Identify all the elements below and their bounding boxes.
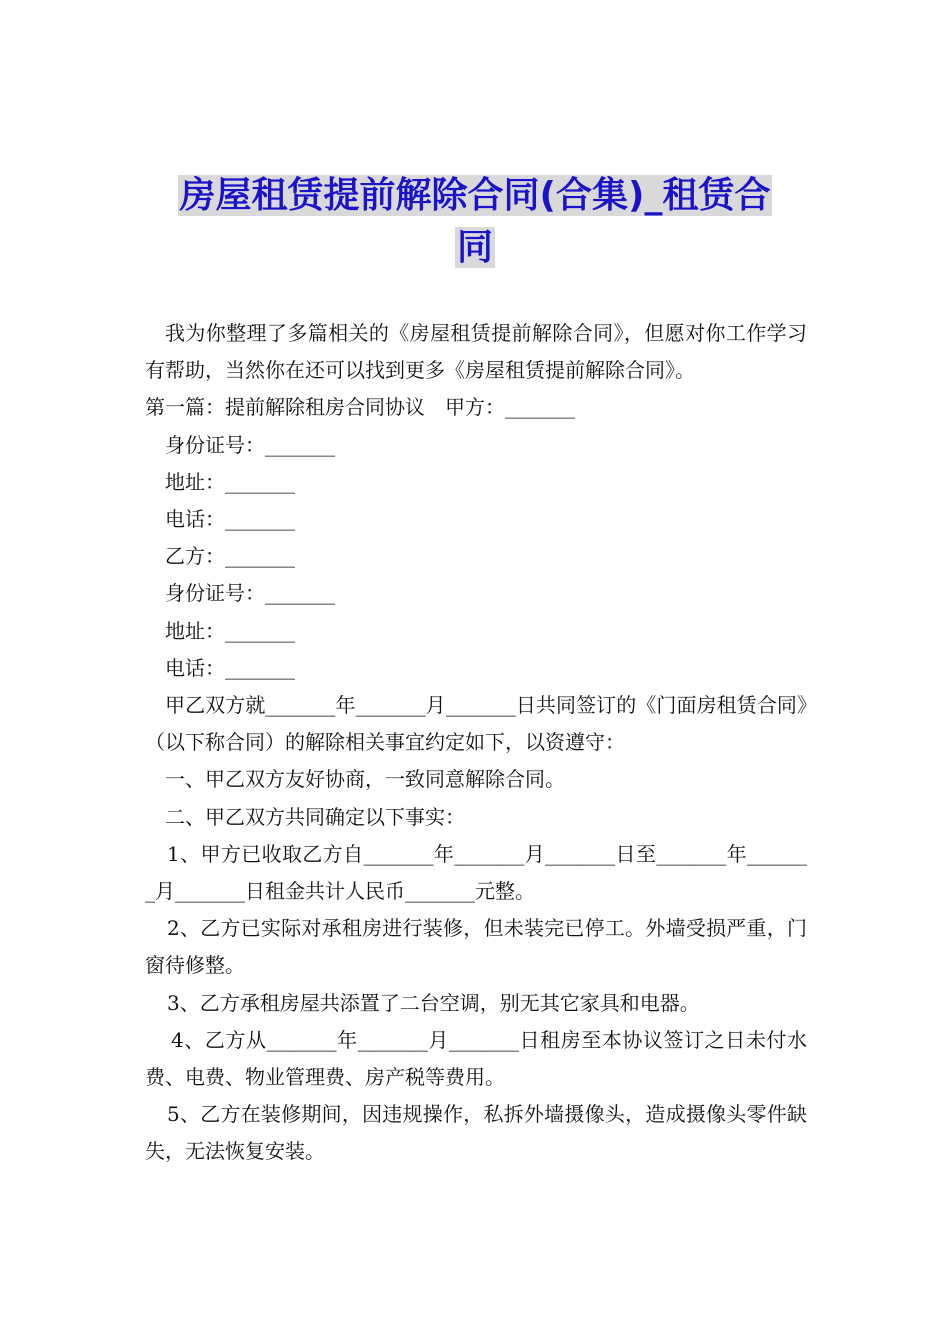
- clause-1: 一、甲乙双方友好协商，一致同意解除合同。: [165, 767, 565, 792]
- fact-4: 4、乙方从_______年_______月_______日租房至本协议签订之日未付水费、电费、物业管理费、房产税等费用。: [145, 1027, 807, 1090]
- fact-3: 3、乙方承租房屋共添置了二台空调，别无其它家具和电器。: [167, 990, 700, 1015]
- intro-paragraph: 我为你整理了多篇相关的《房屋租赁提前解除合同》，但愿对你工作学习有帮助，当然你在还可以找到更多《房屋租赁提前解除合同》。: [145, 321, 807, 383]
- title-line-2: 同: [456, 227, 493, 268]
- fact-2: 2、乙方已实际对承租房进行装修，但未装完已停工。外墙受损严重，门窗待修整。: [145, 916, 807, 978]
- preamble-paragraph: 甲乙双方就_______年_______月_______日共同签订的《门面房租赁合同》（以下称合同）的解除相关事宜约定如下，以资遵守：: [145, 693, 807, 755]
- fact-5: 5、乙方在装修期间，因违规操作，私拆外墙摄像头，造成摄像头零件缺失，无法恢复安装。: [145, 1102, 807, 1164]
- clause-2: 二、甲乙双方共同确定以下事实：: [165, 804, 465, 829]
- party-a-address-field: 地址：_______: [165, 469, 295, 494]
- party-b-id-field: 身份证号：_______: [165, 581, 335, 606]
- title-line-1: 房屋租赁提前解除合同(合集)_租赁合: [179, 175, 771, 216]
- party-b-address-field: 地址：_______: [165, 618, 295, 643]
- party-b-field: 乙方：_______: [165, 544, 295, 569]
- document-body: [145, 315, 807, 1171]
- party-a-id-field: 身份证号：_______: [165, 432, 335, 457]
- section-heading: 第一篇：提前解除租房合同协议 甲方：_______: [145, 395, 575, 420]
- document-title: [145, 170, 805, 274]
- party-a-phone-field: 电话：_______: [165, 507, 295, 532]
- party-b-phone-field: 电话：_______: [165, 655, 295, 680]
- fact-1: 1、甲方已收取乙方自_______年_______月_______日至_______年_______月_______日租金共计人民币_______元整。: [145, 841, 807, 904]
